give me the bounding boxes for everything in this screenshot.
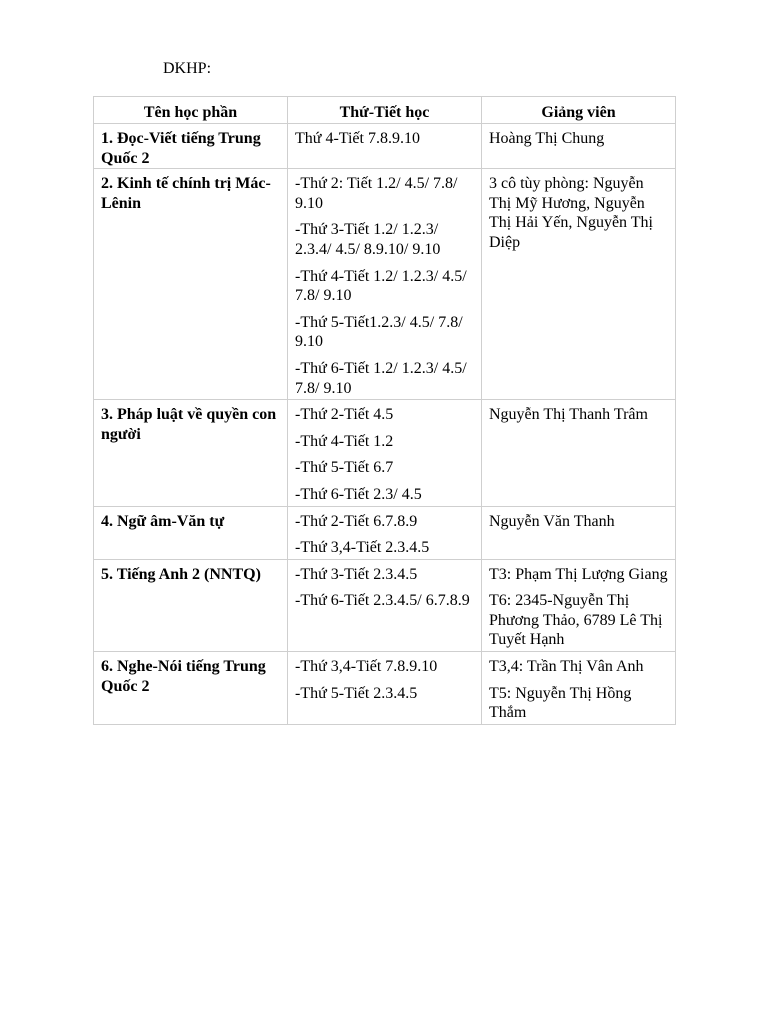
schedule-entry: -Thứ 6-Tiết 2.3.4.5/ 6.7.8.9 [295,592,470,610]
course-name-cell: 6. Nghe-Nói tiếng Trung Quốc 2 [94,652,288,725]
lecturer-cell [482,400,676,506]
schedule-cell [288,506,482,559]
schedule-entry: -Thứ 4-Tiết 1.2/ 1.2.3/ 4.5/ 7.8/ 9.10 [295,267,467,305]
schedule-cell [288,169,482,400]
lecturer-entry: T3: Phạm Thị Lượng Giang [489,565,668,583]
column-header-course: Tên học phần [94,97,288,124]
schedule-cell [288,400,482,506]
schedule-cell [288,652,482,725]
lecturer-cell [482,652,676,725]
lecturer-entry: T3,4: Trần Thị Vân Anh [489,658,644,676]
course-name-cell: 5. Tiếng Anh 2 (NNTQ) [94,559,288,651]
lecturer-entry: Nguyễn Văn Thanh [489,512,615,530]
schedule-entry: -Thứ 2-Tiết 4.5 [295,406,394,424]
table-row [94,652,676,725]
schedule-entry: -Thứ 3,4-Tiết 2.3.4.5 [295,539,430,557]
lecturer-entry: Hoàng Thị Chung [489,130,605,147]
column-header-schedule: Thứ-Tiết học [288,97,482,124]
table-row [94,506,676,559]
schedule-entry: -Thứ 5-Tiết 6.7 [295,459,394,477]
schedule-entry: -Thứ 5-Tiết1.2.3/ 4.5/ 7.8/ 9.10 [295,313,463,351]
course-name-cell: 1. Đọc-Viết tiếng Trung Quốc 2 [94,124,288,169]
schedule-entry: -Thứ 4-Tiết 1.2 [295,432,394,450]
schedule-entry: -Thứ 6-Tiết 1.2/ 1.2.3/ 4.5/ 7.8/ 9.10 [295,359,467,397]
schedule-entry: -Thứ 2-Tiết 6.7.8.9 [295,512,418,530]
schedule-entry: -Thứ 5-Tiết 2.3.4.5 [295,684,418,702]
table-row [94,400,676,506]
lecturer-entry: 3 cô tùy phòng: Nguyễn Thị Mỹ Hương, Nguyễn Thị Hải Yến, Nguyễn Thị Diệp [489,175,653,251]
schedule-cell [288,559,482,651]
lecturer-cell [482,124,676,169]
schedule-entry: -Thứ 2: Tiết 1.2/ 4.5/ 7.8/ 9.10 [295,175,458,212]
schedule-entry: -Thứ 3-Tiết 2.3.4.5 [295,565,418,583]
lecturer-entry: Nguyễn Thị Thanh Trâm [489,406,648,424]
schedule-entry: Thứ 4-Tiết 7.8.9.10 [295,130,420,147]
table-row [94,559,676,651]
column-header-lecturer: Giảng viên [482,97,676,124]
table-row [94,124,676,169]
lecturer-cell [482,559,676,651]
schedule-entry: -Thứ 3-Tiết 1.2/ 1.2.3/ 2.3.4/ 4.5/ 8.9.10/ 9.10 [295,221,441,258]
header-row [94,97,676,124]
table-header [94,97,676,124]
course-name-cell: 4. Ngữ âm-Văn tự [94,506,288,559]
schedule-cell [288,124,482,169]
schedule-entry: -Thứ 6-Tiết 2.3/ 4.5 [295,485,422,503]
lecturer-entry: T5: Nguyễn Thị Hồng Thắm [489,684,632,722]
schedule-entry: -Thứ 3,4-Tiết 7.8.9.10 [295,658,438,676]
lecturer-entry: T6: 2345-Nguyễn Thị Phương Thảo, 6789 Lê Thị Tuyết Hạnh [489,592,663,649]
table-body [94,124,676,725]
table-row [94,169,676,400]
document-heading: DKHP: [163,60,212,77]
course-name-cell: 2. Kinh tế chính trị Mác-Lênin [94,169,288,400]
lecturer-cell [482,169,676,400]
course-schedule-table [93,96,676,725]
lecturer-cell [482,506,676,559]
course-name-cell: 3. Pháp luật về quyền con người [94,400,288,506]
